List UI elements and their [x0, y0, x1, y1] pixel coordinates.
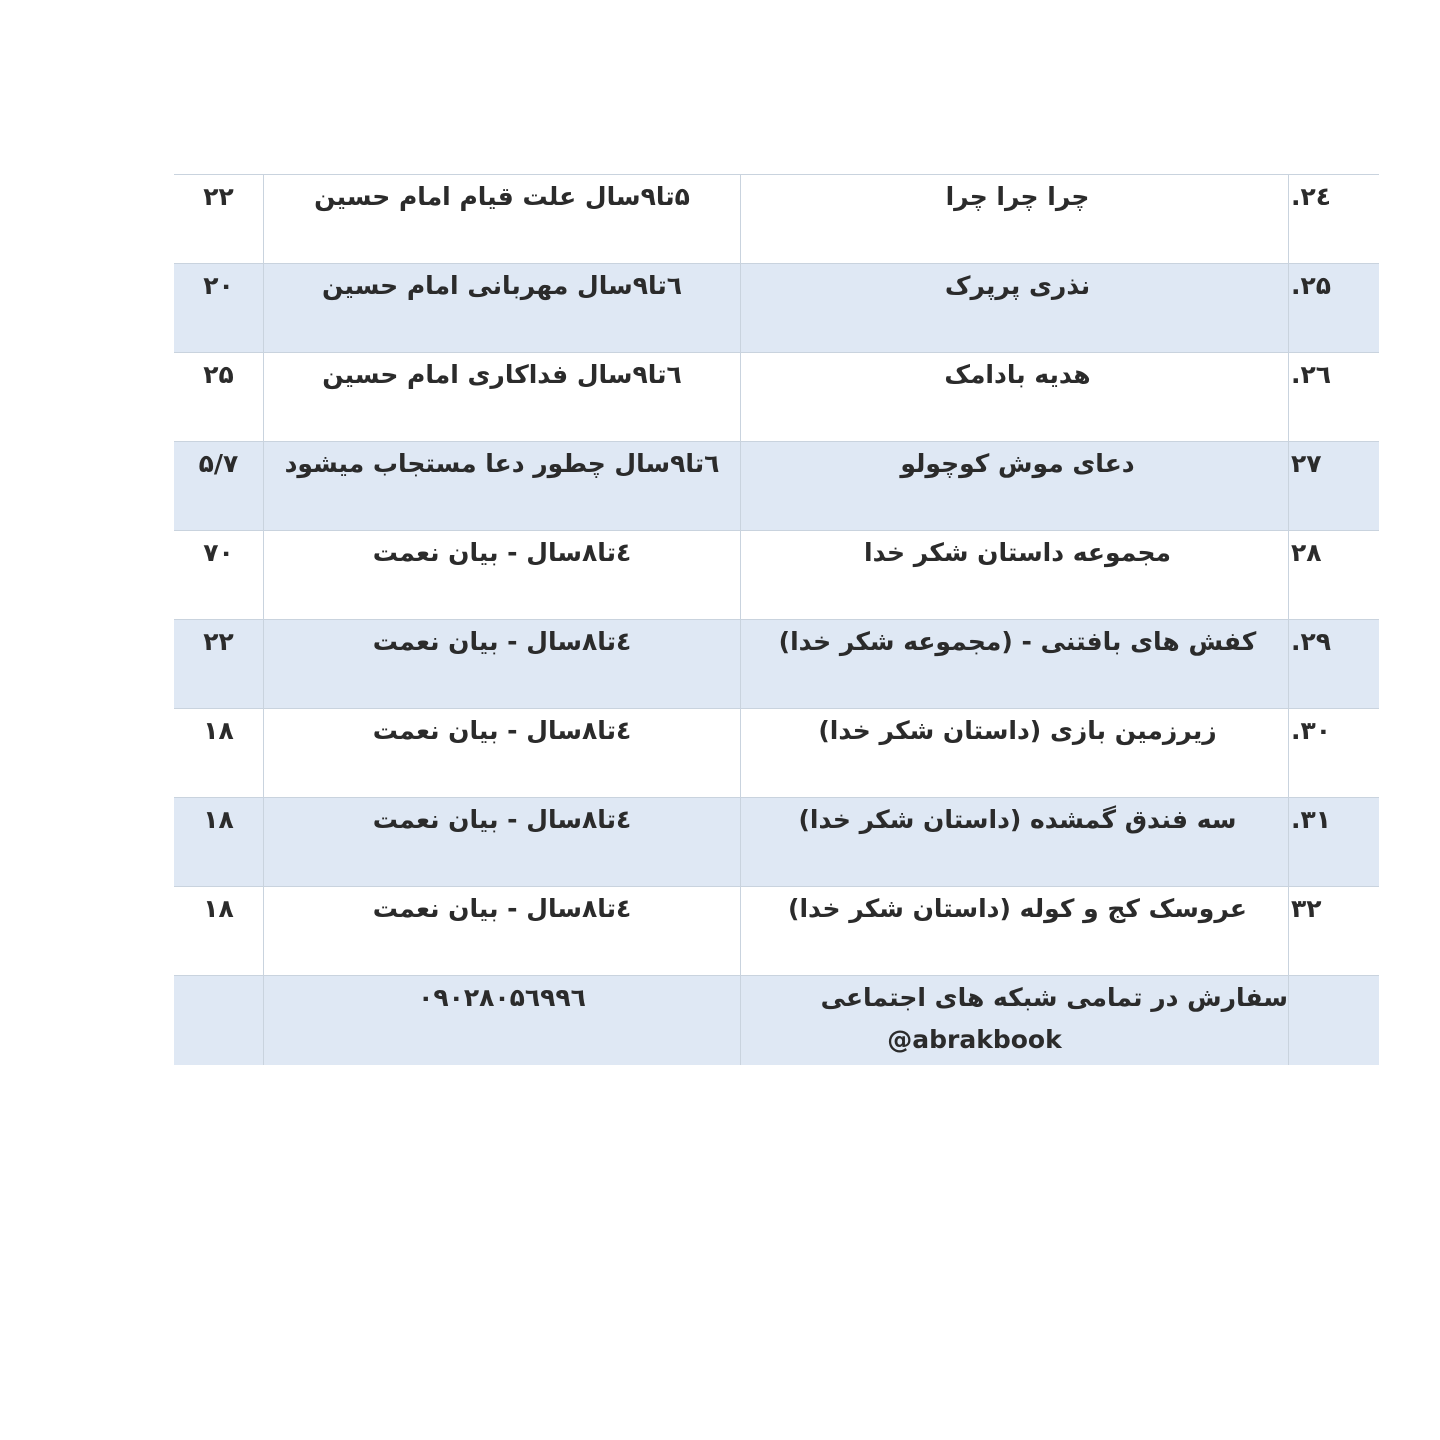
title-cell — [741, 887, 1289, 976]
table-row — [174, 353, 1379, 442]
price-value: ۱۸ — [203, 805, 234, 834]
description-cell — [264, 798, 741, 887]
title-cell — [741, 264, 1289, 353]
book-title: نذری پرپرک — [944, 271, 1091, 300]
description-text: ٤تا۸سال - بیان نعمت — [372, 716, 632, 745]
price-value: ۱۸ — [203, 894, 234, 923]
description-cell — [264, 175, 741, 264]
price-value: ۲۵ — [203, 360, 234, 389]
row-number: .۲٤ — [1291, 182, 1332, 211]
table-row — [174, 620, 1379, 709]
table-row — [174, 442, 1379, 531]
title-cell — [741, 175, 1289, 264]
order-text: سفارش در تمامی شبکه های اجتماعی — [820, 983, 1288, 1012]
title-cell — [741, 442, 1289, 531]
description-cell — [264, 442, 741, 531]
description-text: ٤تا۸سال - بیان نعمت — [372, 894, 632, 923]
price-cell — [174, 442, 264, 531]
table-row — [174, 887, 1379, 976]
row-number: .۳۱ — [1291, 805, 1332, 834]
book-title: سه فندق گمشده (داستان شکر خدا) — [798, 805, 1237, 834]
book-title: مجموعه داستان شکر خدا — [864, 538, 1171, 567]
description-cell — [264, 887, 741, 976]
row-number: .۲۹ — [1291, 627, 1332, 656]
description-text: ٤تا۸سال - بیان نعمت — [372, 805, 632, 834]
book-title: چرا چرا چرا — [945, 182, 1090, 211]
price-value: ۲۰ — [203, 271, 234, 300]
row-number: ۲۸ — [1291, 538, 1322, 567]
number-cell — [1289, 798, 1380, 887]
description-cell — [264, 709, 741, 798]
order-info-cell — [741, 976, 1289, 1066]
price-cell — [174, 887, 264, 976]
number-cell — [1289, 353, 1380, 442]
table-body — [174, 175, 1379, 1066]
footer-empty-cell — [1289, 976, 1380, 1066]
price-cell — [174, 709, 264, 798]
price-value: ۲۲ — [203, 627, 234, 656]
title-cell — [741, 353, 1289, 442]
table-row — [174, 264, 1379, 353]
description-text: ۵تا۹سال علت قیام امام حسین — [314, 182, 690, 211]
description-text: ٦تا۹سال مهربانی امام حسین — [322, 271, 682, 300]
row-number: ۲۷ — [1291, 449, 1322, 478]
description-text: ٦تا۹سال چطور دعا مستجاب میشود — [284, 449, 720, 478]
number-cell — [1289, 620, 1380, 709]
row-number: ۳۲ — [1291, 894, 1322, 923]
number-cell — [1289, 264, 1380, 353]
phone-number: ۰۹۰۲۸۰۵٦۹۹٦ — [418, 983, 586, 1012]
title-cell — [741, 531, 1289, 620]
table-row — [174, 531, 1379, 620]
price-cell — [174, 353, 264, 442]
price-cell — [174, 175, 264, 264]
table-row — [174, 798, 1379, 887]
price-cell — [174, 798, 264, 887]
title-cell — [741, 798, 1289, 887]
row-number: .۳۰ — [1291, 716, 1332, 745]
book-title: زیرزمین بازی (داستان شکر خدا) — [818, 716, 1217, 745]
row-number: .۲٦ — [1291, 360, 1332, 389]
description-cell — [264, 264, 741, 353]
description-cell — [264, 353, 741, 442]
footer-row — [174, 976, 1379, 1066]
number-cell — [1289, 709, 1380, 798]
row-number: .۲۵ — [1291, 271, 1332, 300]
book-title: هدیه بادامک — [944, 360, 1091, 389]
phone-cell — [264, 976, 741, 1066]
description-text: ٤تا۸سال - بیان نعمت — [372, 538, 632, 567]
number-cell — [1289, 531, 1380, 620]
number-cell — [1289, 887, 1380, 976]
number-cell — [1289, 442, 1380, 531]
table-row — [174, 175, 1379, 264]
title-cell — [741, 620, 1289, 709]
table-row — [174, 709, 1379, 798]
price-value: ۵/۷ — [198, 449, 239, 478]
price-cell — [174, 264, 264, 353]
price-value: ۲۲ — [203, 182, 234, 211]
book-price-table — [174, 174, 1379, 1065]
book-title: کفش های بافتنی - (مجموعه شکر خدا) — [778, 627, 1257, 656]
footer-empty-cell — [174, 976, 264, 1066]
number-cell — [1289, 175, 1380, 264]
description-text: ٦تا۹سال فداکاری امام حسین — [322, 360, 682, 389]
description-cell — [264, 620, 741, 709]
description-cell — [264, 531, 741, 620]
social-handle: @abrakbook — [887, 1025, 1062, 1054]
description-text: ٤تا۸سال - بیان نعمت — [372, 627, 632, 656]
title-cell — [741, 709, 1289, 798]
price-cell — [174, 531, 264, 620]
price-cell — [174, 620, 264, 709]
book-title: دعای موش کوچولو — [900, 449, 1135, 478]
price-value: ۷۰ — [203, 538, 234, 567]
book-title: عروسک کج و کوله (داستان شکر خدا) — [788, 894, 1247, 923]
price-value: ۱۸ — [203, 716, 234, 745]
